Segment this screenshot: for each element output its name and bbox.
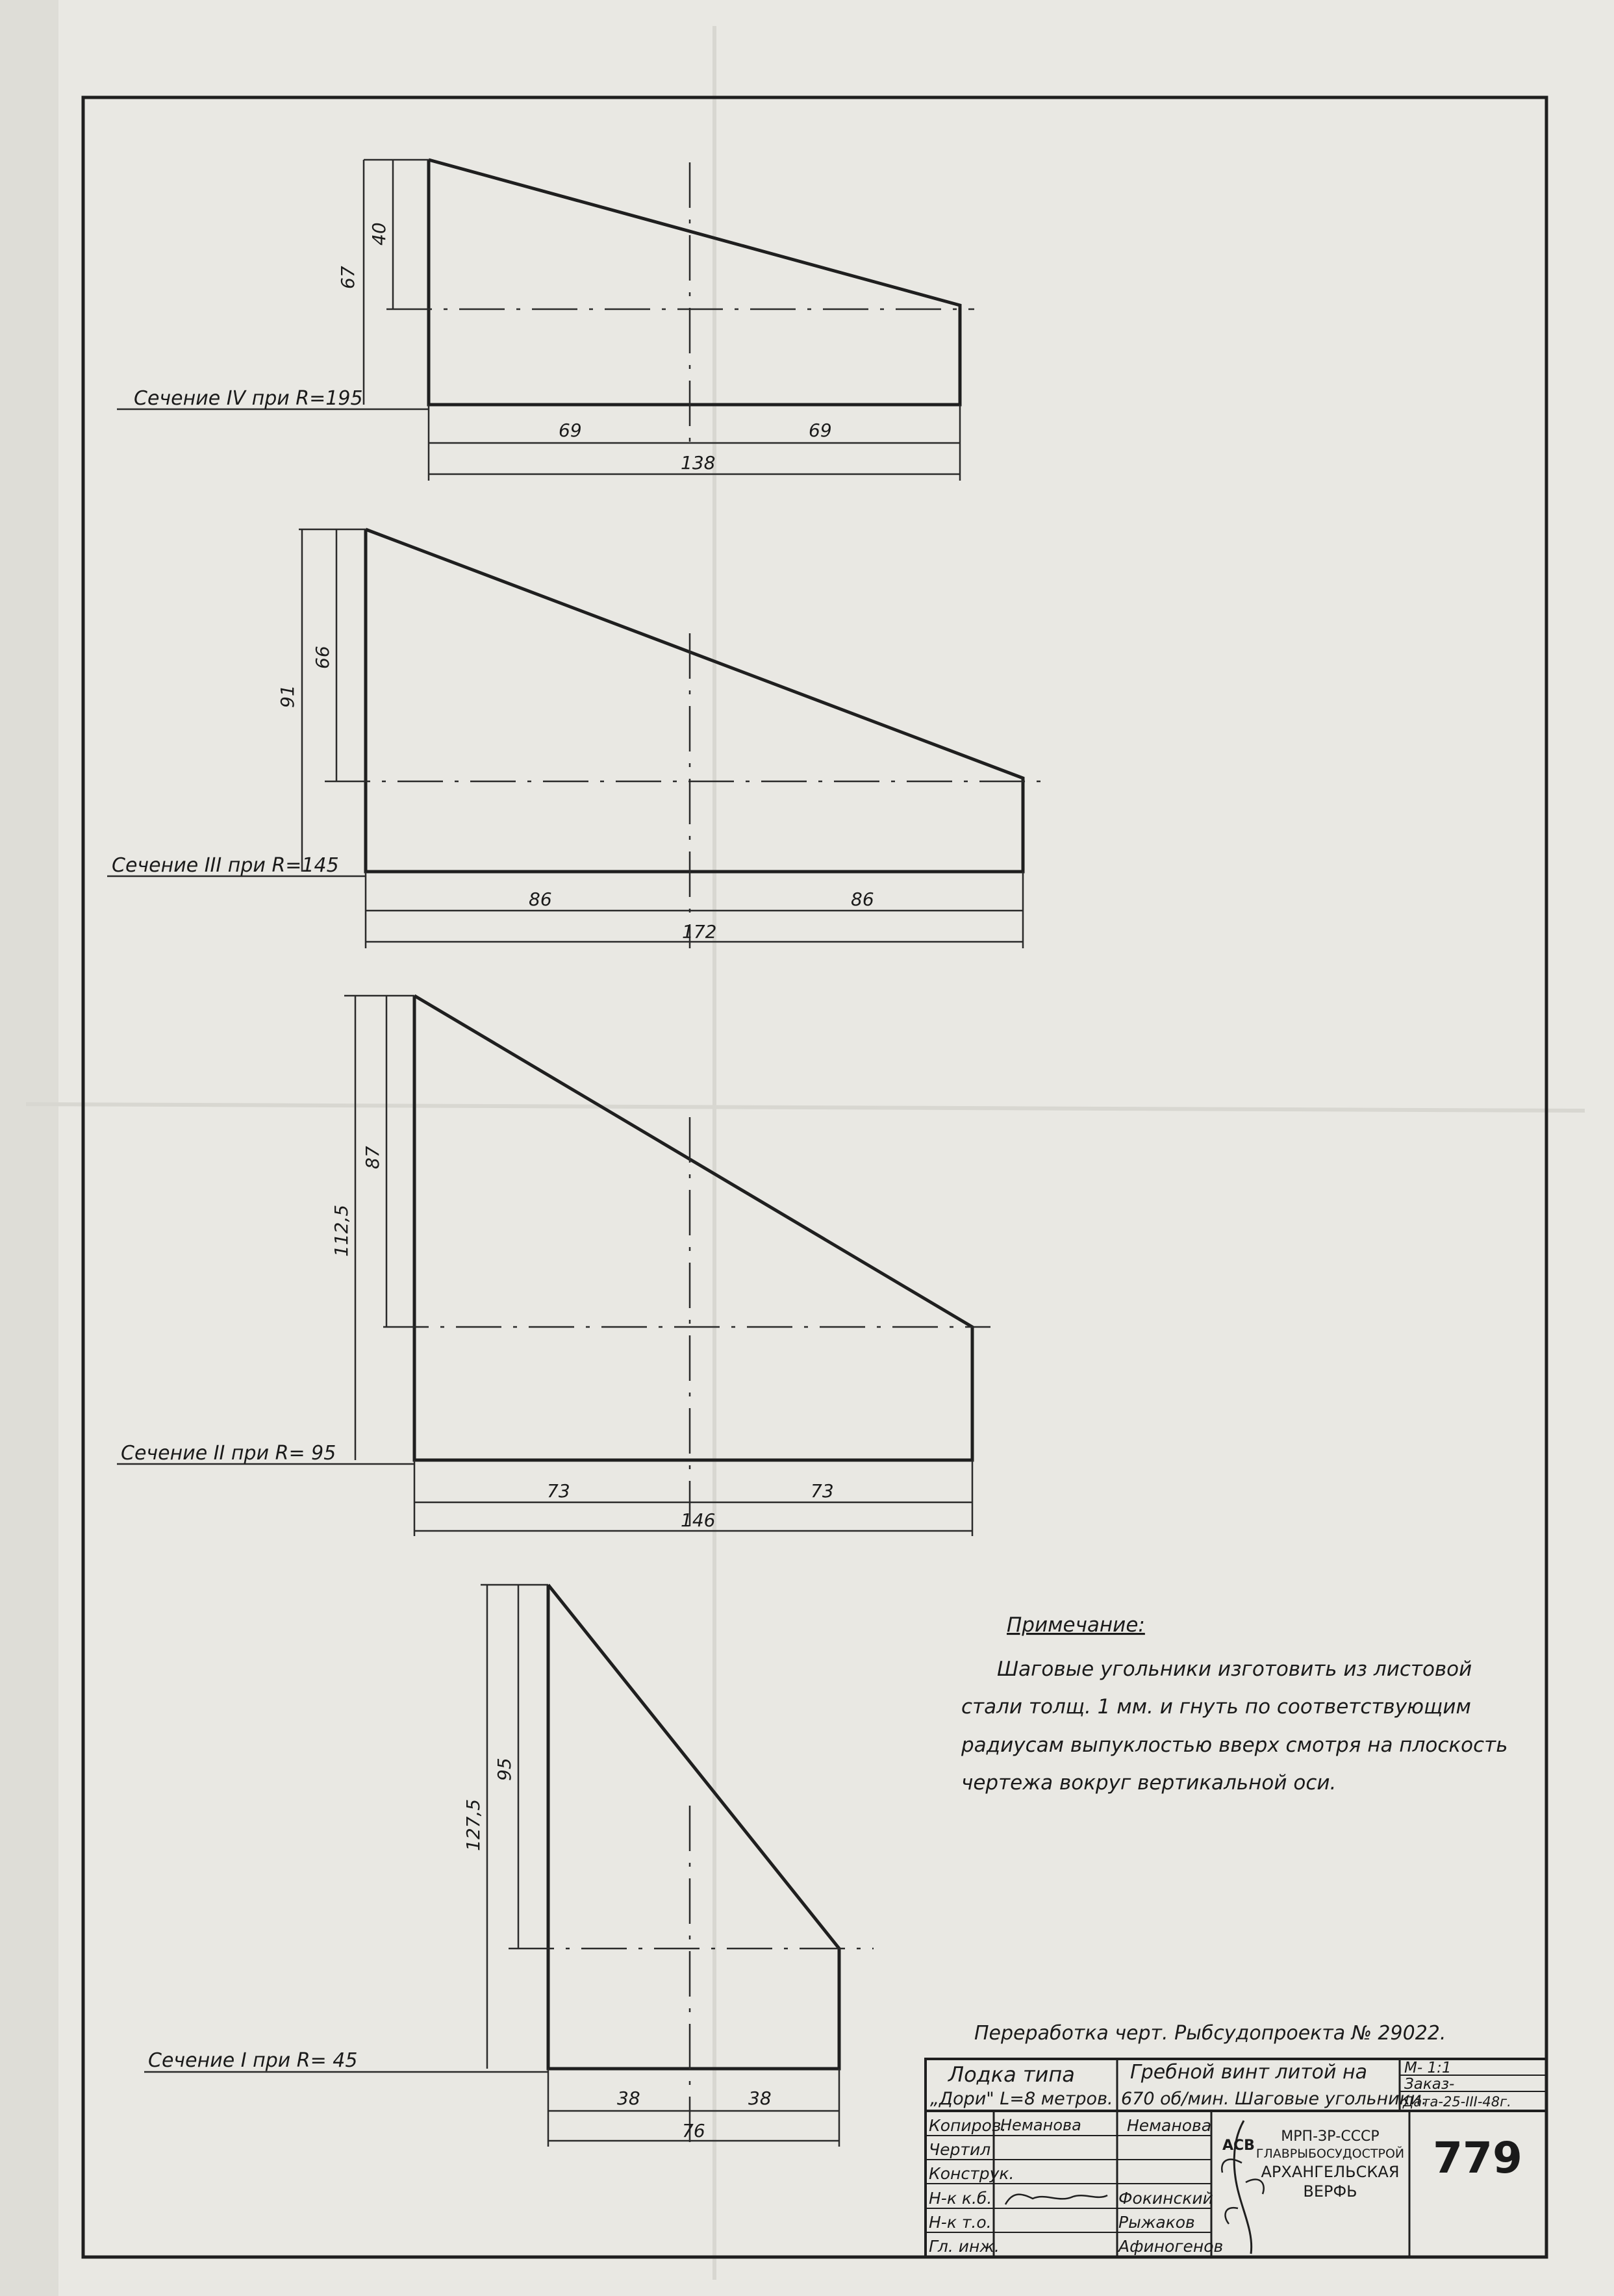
boat-type-line-1: Лодка типа bbox=[948, 2062, 1075, 2087]
section-iv-width-left: 69 bbox=[559, 420, 582, 441]
section-iv-height-total: 67 bbox=[337, 266, 359, 289]
section-i-width-right: 38 bbox=[748, 2088, 772, 2109]
section-iii-height-total: 91 bbox=[277, 685, 298, 708]
name-head-tech: Рыжаков bbox=[1118, 2213, 1195, 2232]
svg-text:АСВ: АСВ bbox=[1222, 2138, 1255, 2154]
section-iv-height-upper: 40 bbox=[368, 222, 390, 246]
rework-note: Переработка черт. Рыбсудопроекта № 29022. bbox=[974, 2022, 1446, 2045]
scale-label: М- 1:1 bbox=[1404, 2060, 1452, 2076]
section-iv-label: Сечение IV при R=195 bbox=[134, 387, 363, 410]
note-line-2: стали толщ. 1 мм. и гнуть по соответствующим bbox=[961, 1695, 1471, 1719]
section-ii-width-right: 73 bbox=[811, 1480, 834, 1502]
section-ii-height-total: 112,5 bbox=[331, 1204, 352, 1257]
note-title: Примечание: bbox=[1007, 1613, 1145, 1637]
section-ii-width-left: 73 bbox=[547, 1480, 570, 1502]
org-ministry: МРП-ЗР-СССР bbox=[1281, 2128, 1380, 2145]
section-iii-width-left: 86 bbox=[529, 889, 552, 910]
order-label: Заказ- bbox=[1404, 2076, 1455, 2093]
section-ii-width-total: 146 bbox=[681, 1509, 716, 1531]
name-copied: Неманова bbox=[1127, 2116, 1212, 2135]
drawing-number: 779 bbox=[1433, 2133, 1522, 2183]
name-chief-engineer: Афиногенов bbox=[1118, 2237, 1224, 2256]
boat-type-line-2: „Дори" L=8 метров. bbox=[930, 2089, 1113, 2109]
section-iii-width-total: 172 bbox=[682, 921, 717, 942]
signature-copied: Неманова bbox=[1000, 2116, 1081, 2134]
section-iii-label: Сечение III при R=145 bbox=[112, 854, 339, 877]
org-shipyard: ВЕРФЬ bbox=[1303, 2182, 1357, 2201]
note-line-3: радиусам выпуклостью вверх смотря на плоскость bbox=[961, 1734, 1508, 1757]
org-city: АРХАНГЕЛЬСКАЯ bbox=[1261, 2163, 1400, 2181]
section-ii-height-upper: 87 bbox=[362, 1146, 383, 1169]
subject-line-2: 670 об/мин. Шаговые угольники. bbox=[1121, 2089, 1428, 2109]
role-drafted: Чертил bbox=[929, 2140, 991, 2159]
role-chief-engineer: Гл. инж. bbox=[929, 2237, 1000, 2256]
section-ii-label: Сечение II при R= 95 bbox=[121, 1442, 336, 1465]
org-main-department: ГЛАВРЫБОСУДОСТРОЙ bbox=[1255, 2147, 1405, 2161]
role-copied: Копиров. bbox=[929, 2116, 1007, 2135]
section-i-width-left: 38 bbox=[617, 2088, 640, 2109]
subject-line-1: Гребной винт литой на bbox=[1130, 2061, 1368, 2084]
role-head-design-bureau: Н-к к.б. bbox=[929, 2189, 992, 2208]
section-iv-width-total: 138 bbox=[681, 452, 716, 473]
note-line-4: чертежа вокруг вертикальной оси. bbox=[961, 1771, 1337, 1795]
section-iii-height-upper: 66 bbox=[312, 646, 333, 669]
section-iii-width-right: 86 bbox=[851, 889, 874, 910]
name-head-bureau: Фокинский bbox=[1118, 2189, 1213, 2208]
role-designer: Конструк. bbox=[929, 2164, 1015, 2183]
role-head-tech-dept: Н-к т.о. bbox=[929, 2213, 992, 2232]
section-i-height-total: 127,5 bbox=[462, 1798, 484, 1851]
date-label: Дата-25-III-48г. bbox=[1403, 2094, 1511, 2110]
section-i-width-total: 76 bbox=[682, 2120, 705, 2141]
section-iv-width-right: 69 bbox=[809, 420, 832, 441]
section-i-height-upper: 95 bbox=[494, 1758, 515, 1781]
section-i-label: Сечение I при R= 45 bbox=[148, 2049, 358, 2072]
paper-margin-left bbox=[0, 0, 58, 2296]
note-line-1: Шаговые угольники изготовить из листовой bbox=[997, 1658, 1472, 1681]
